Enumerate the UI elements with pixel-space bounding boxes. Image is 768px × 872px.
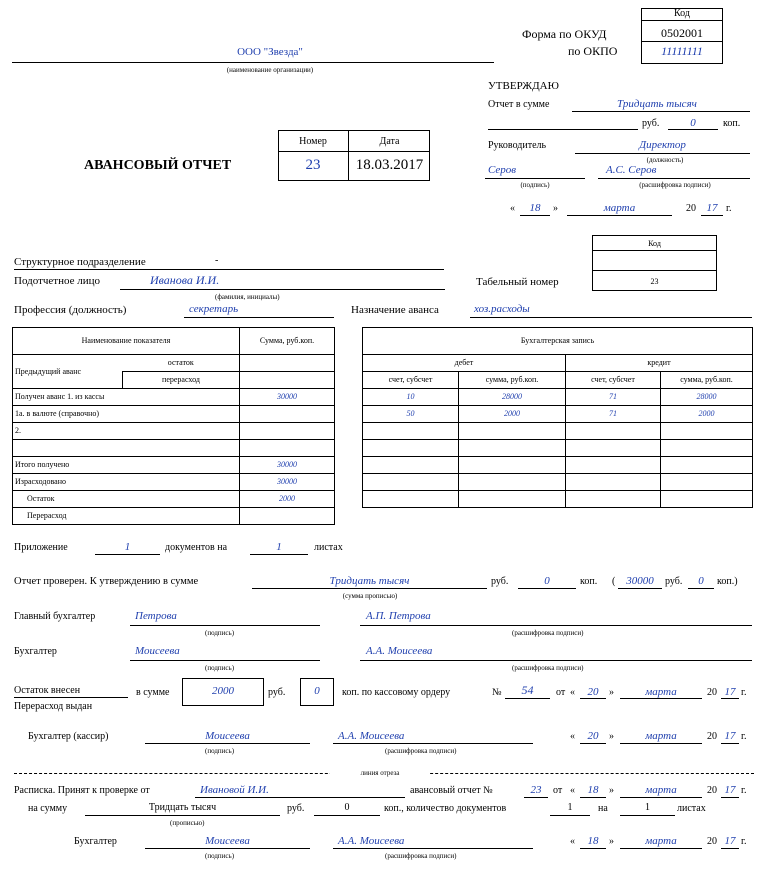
cash-kop[interactable]: 0 (314, 685, 320, 697)
okud-label: Форма по ОКУД (522, 27, 607, 41)
entry-cell[interactable] (459, 457, 566, 474)
entry-cell[interactable] (661, 474, 753, 491)
receipt-g2: г. (741, 836, 747, 847)
cash-year[interactable]: 17 (724, 686, 736, 698)
cashier-name-caption: (расшифровка подписи) (385, 747, 457, 755)
cash-sum[interactable]: 2000 (212, 685, 234, 697)
check-sum-words[interactable]: Тридцать тысяч (329, 575, 410, 587)
row-label: 2. (13, 423, 240, 440)
cashier-signature[interactable]: Моисеева (205, 730, 250, 742)
entry-cell[interactable]: 50 (363, 406, 459, 423)
cash-overspend-label: Перерасход выдан (14, 701, 93, 712)
attach-sheets[interactable]: 1 (276, 541, 282, 553)
cashier-name[interactable]: А.А. Моисеева (338, 730, 405, 742)
cashier-sig-caption: (подпись) (205, 747, 235, 755)
head-signature[interactable]: Серов (488, 164, 517, 176)
date-close: » (609, 687, 614, 698)
check-rub2: руб. (665, 576, 683, 587)
accountant-sig-caption: (подпись) (205, 664, 235, 672)
entry-cell[interactable] (459, 474, 566, 491)
entry-cell[interactable] (363, 474, 459, 491)
right-table (362, 327, 753, 508)
accountable-value[interactable]: Иванова И.И. (150, 273, 220, 287)
receipt-report-num[interactable]: 23 (530, 784, 542, 796)
row-label: 1а. в валюте (справочно) (13, 406, 240, 423)
cut-line-label: линия отреза (330, 769, 430, 777)
row-value[interactable] (240, 508, 335, 525)
date-open: « (570, 731, 575, 742)
chief-name-caption: (расшифровка подписи) (512, 629, 584, 637)
row-value[interactable]: 2000 (240, 491, 335, 508)
row-label (13, 440, 240, 457)
org-name[interactable]: ООО "Звезда" (237, 46, 303, 58)
left-col1: Наименование показателя (13, 328, 240, 355)
accountable-caption: (фамилия, инициалы) (215, 293, 280, 301)
row-value[interactable]: 30000 (240, 474, 335, 491)
division-value[interactable]: - (215, 255, 219, 266)
receipt-month[interactable]: марта (645, 784, 677, 796)
approve-year[interactable]: 17 (706, 202, 718, 214)
approve-title: УТВЕРЖДАЮ (488, 80, 559, 92)
okpo-value[interactable]: 11111111 (661, 44, 703, 58)
row-label: Остаток (13, 491, 240, 508)
check-sum-caption: (сумма прописью) (342, 592, 398, 600)
entry-cell[interactable] (363, 440, 459, 457)
position-caption: (должность) (646, 156, 684, 164)
entry-cell[interactable] (459, 440, 566, 457)
chief-name[interactable]: А.П. Петрова (366, 610, 431, 622)
entry-cell[interactable] (459, 423, 566, 440)
doc-date[interactable]: 18.03.2017 (355, 157, 424, 173)
receipt-sheets[interactable]: 1 (645, 802, 650, 813)
cash-ostatok-label: Остаток внесен (14, 685, 81, 696)
entry-cell[interactable] (459, 491, 566, 508)
head-label: Руководитель (488, 140, 547, 151)
profession-value[interactable]: секретарь (189, 303, 239, 315)
credit-sum: сумма, руб.коп. (661, 372, 753, 389)
entry-cell[interactable] (566, 474, 661, 491)
tab-label: Табельный номер (476, 276, 559, 288)
cashier-year-prefix: 20 (707, 731, 717, 742)
org-caption: (наименование организации) (226, 66, 314, 74)
date-close: » (609, 836, 614, 847)
receipt-g: г. (741, 785, 747, 796)
chief-label: Главный бухгалтер (14, 611, 96, 622)
year-suffix: г. (726, 203, 732, 214)
receipt-on: на (598, 803, 608, 814)
purpose-label: Назначение аванса (351, 304, 439, 316)
receipt-acc-sig-caption: (подпись) (205, 852, 235, 860)
approve-month[interactable]: марта (603, 202, 636, 214)
cashier-label: Бухгалтер (кассир) (28, 731, 109, 742)
row-label: Получен аванс 1. из кассы (13, 389, 240, 406)
cash-order-num[interactable]: 54 (521, 683, 534, 697)
check-rub: руб. (491, 576, 509, 587)
check-kop[interactable]: 0 (544, 575, 550, 587)
cash-from: от (556, 687, 566, 698)
entry-cell[interactable] (661, 457, 753, 474)
receipt-year[interactable]: 17 (724, 784, 736, 796)
entry-cell[interactable]: 28000 (459, 389, 566, 406)
chief-sig-caption: (подпись) (205, 629, 235, 637)
division-label: Структурное подразделение (14, 256, 146, 268)
cash-in-sum: в сумме (136, 687, 170, 698)
receipt-docs-label: коп., количество документов (384, 803, 507, 814)
entry-cell[interactable] (661, 423, 753, 440)
okud-value[interactable]: 0502001 (661, 26, 703, 40)
receipt-label: Расписка. Принят к проверке от (14, 785, 150, 796)
entry-cell[interactable] (566, 457, 661, 474)
entry-cell[interactable]: 2000 (459, 406, 566, 423)
receipt-sum-label: на сумму (28, 803, 68, 814)
accountant-signature[interactable]: Моисеева (135, 645, 180, 657)
year-prefix: 20 (686, 203, 696, 214)
receipt-acc-name-caption: (расшифровка подписи) (385, 852, 457, 860)
attach-count[interactable]: 1 (124, 541, 131, 553)
code-header: Код (674, 8, 690, 19)
credit-account: счет, субсчет (566, 372, 661, 389)
entry-cell[interactable] (566, 423, 661, 440)
prev-advance: Предыдущий аванс (13, 355, 123, 389)
check-kop2[interactable]: 0 (698, 575, 704, 587)
entry-cell[interactable]: 10 (363, 389, 459, 406)
receipt-year2[interactable]: 17 (724, 835, 736, 847)
entry-cell[interactable]: 71 (566, 389, 661, 406)
accountable-label: Подотчетное лицо (14, 275, 101, 287)
entry-cell[interactable] (363, 491, 459, 508)
entry-cell[interactable]: 28000 (661, 389, 753, 406)
entry-cell[interactable] (363, 457, 459, 474)
tab-value[interactable]: 23 (650, 277, 659, 286)
chief-signature[interactable]: Петрова (135, 610, 177, 622)
cash-g: г. (741, 687, 747, 698)
head-position[interactable]: Директор (639, 139, 686, 151)
entry-cell[interactable] (566, 491, 661, 508)
purpose-value[interactable]: хоз.расходы (474, 303, 530, 315)
approve-kop-value[interactable]: 0 (690, 117, 696, 129)
person-kod: Код (648, 239, 661, 248)
receipt-day2[interactable]: 18 (587, 835, 599, 847)
receipt-from: от (553, 785, 563, 796)
left-table (12, 327, 335, 525)
check-label: Отчет проверен. К утверждению в сумме (14, 576, 199, 587)
debit-header: дебет (363, 355, 566, 372)
row-label: Перерасход (13, 508, 240, 525)
check-kop-label: коп. (580, 576, 598, 587)
profession-label: Профессия (должность) (14, 304, 127, 316)
receipt-acc-label: Бухгалтер (74, 836, 117, 847)
row-value[interactable]: 30000 (240, 457, 335, 474)
accountant-name[interactable]: А.А. Моисеева (366, 645, 433, 657)
cash-month[interactable]: марта (645, 686, 677, 698)
okpo-label: по ОКПО (568, 44, 618, 58)
date-close: » (609, 785, 614, 796)
entry-cell[interactable]: 71 (566, 406, 661, 423)
receipt-month2[interactable]: марта (645, 835, 677, 847)
receipt-acc-name[interactable]: А.А. Моисеева (338, 835, 405, 847)
approve-rub: руб. (642, 118, 660, 129)
date-open: « (570, 687, 575, 698)
prev-ostatok: остаток (123, 355, 240, 372)
prev-ostatok-value[interactable] (240, 355, 335, 372)
prev-pererashod: перерасход (123, 372, 240, 389)
date-open: « (570, 785, 575, 796)
name-caption: (расшифровка подписи) (639, 181, 711, 189)
accountant-name-caption: (расшифровка подписи) (512, 664, 584, 672)
entry-cell[interactable] (566, 440, 661, 457)
check-kop2-label: коп.) (717, 576, 738, 587)
date-close: » (609, 731, 614, 742)
head-name[interactable]: А.С. Серов (606, 164, 657, 176)
accountant-label: Бухгалтер (14, 646, 57, 657)
receipt-sheets-label: листах (677, 803, 706, 814)
entry-cell[interactable]: 2000 (661, 406, 753, 423)
entry-cell[interactable] (661, 491, 753, 508)
approve-day[interactable]: 18 (529, 202, 541, 214)
cashier-year[interactable]: 17 (724, 730, 736, 742)
cashier-day[interactable]: 20 (587, 730, 599, 742)
receipt-year-prefix: 20 (707, 785, 717, 796)
approve-sum-value[interactable]: Тридцать тысяч (617, 98, 697, 110)
attach-sheets-label: листах (314, 542, 343, 553)
cash-year-prefix: 20 (707, 687, 717, 698)
doc-number[interactable]: 23 (305, 157, 321, 173)
row-value[interactable] (240, 406, 335, 423)
check-paren: ( (612, 576, 616, 587)
entry-cell[interactable] (363, 423, 459, 440)
number-label: Номер (299, 136, 327, 147)
debit-account: счет, субсчет (363, 372, 459, 389)
attach-docs-label: документов на (165, 542, 228, 553)
row-label: Израсходовано (13, 474, 240, 491)
signature-caption: (подпись) (520, 181, 550, 189)
row-value[interactable] (240, 423, 335, 440)
receipt-acc-signature[interactable]: Моисеева (205, 835, 250, 847)
date-close: » (553, 203, 558, 214)
receipt-day[interactable]: 18 (587, 784, 599, 796)
date-open: « (510, 203, 515, 214)
row-label: Итого получено (13, 457, 240, 474)
cash-num-sign: № (492, 687, 502, 698)
receipt-sum-words[interactable]: Тридцать тысяч (148, 802, 217, 813)
row-value[interactable] (240, 440, 335, 457)
cash-rub: руб. (268, 687, 286, 698)
check-num[interactable]: 30000 (626, 575, 654, 587)
doc-title: АВАНСОВЫЙ ОТЧЕТ (84, 158, 232, 173)
receipt-rub: руб. (287, 803, 305, 814)
entry-cell[interactable] (661, 440, 753, 457)
prev-pererashod-value[interactable] (240, 372, 335, 389)
receipt-from-name[interactable]: Ивановой И.И. (200, 784, 269, 796)
left-col2: Сумма, руб.коп. (240, 328, 335, 355)
approve-sum-label: Отчет в сумме (488, 99, 550, 110)
receipt-docs[interactable]: 1 (567, 802, 573, 813)
receipt-sum-caption: (прописью) (170, 819, 205, 827)
cashier-g: г. (741, 731, 747, 742)
attach-label: Приложение (14, 542, 68, 553)
approve-kop: коп. (723, 118, 741, 129)
row-value[interactable]: 30000 (240, 389, 335, 406)
date-label: Дата (379, 136, 400, 147)
cash-order-label: коп. по кассовому ордеру (342, 687, 451, 698)
receipt-kop[interactable]: 0 (344, 802, 350, 813)
credit-header: кредит (566, 355, 753, 372)
cashier-month[interactable]: марта (645, 730, 677, 742)
receipt-year-prefix2: 20 (707, 836, 717, 847)
right-title: Бухгалтерская запись (363, 328, 753, 355)
debit-sum: сумма, руб.коп. (459, 372, 566, 389)
date-open: « (570, 836, 575, 847)
cash-day[interactable]: 20 (587, 686, 599, 698)
receipt-report-label: авансовый отчет № (410, 785, 493, 796)
